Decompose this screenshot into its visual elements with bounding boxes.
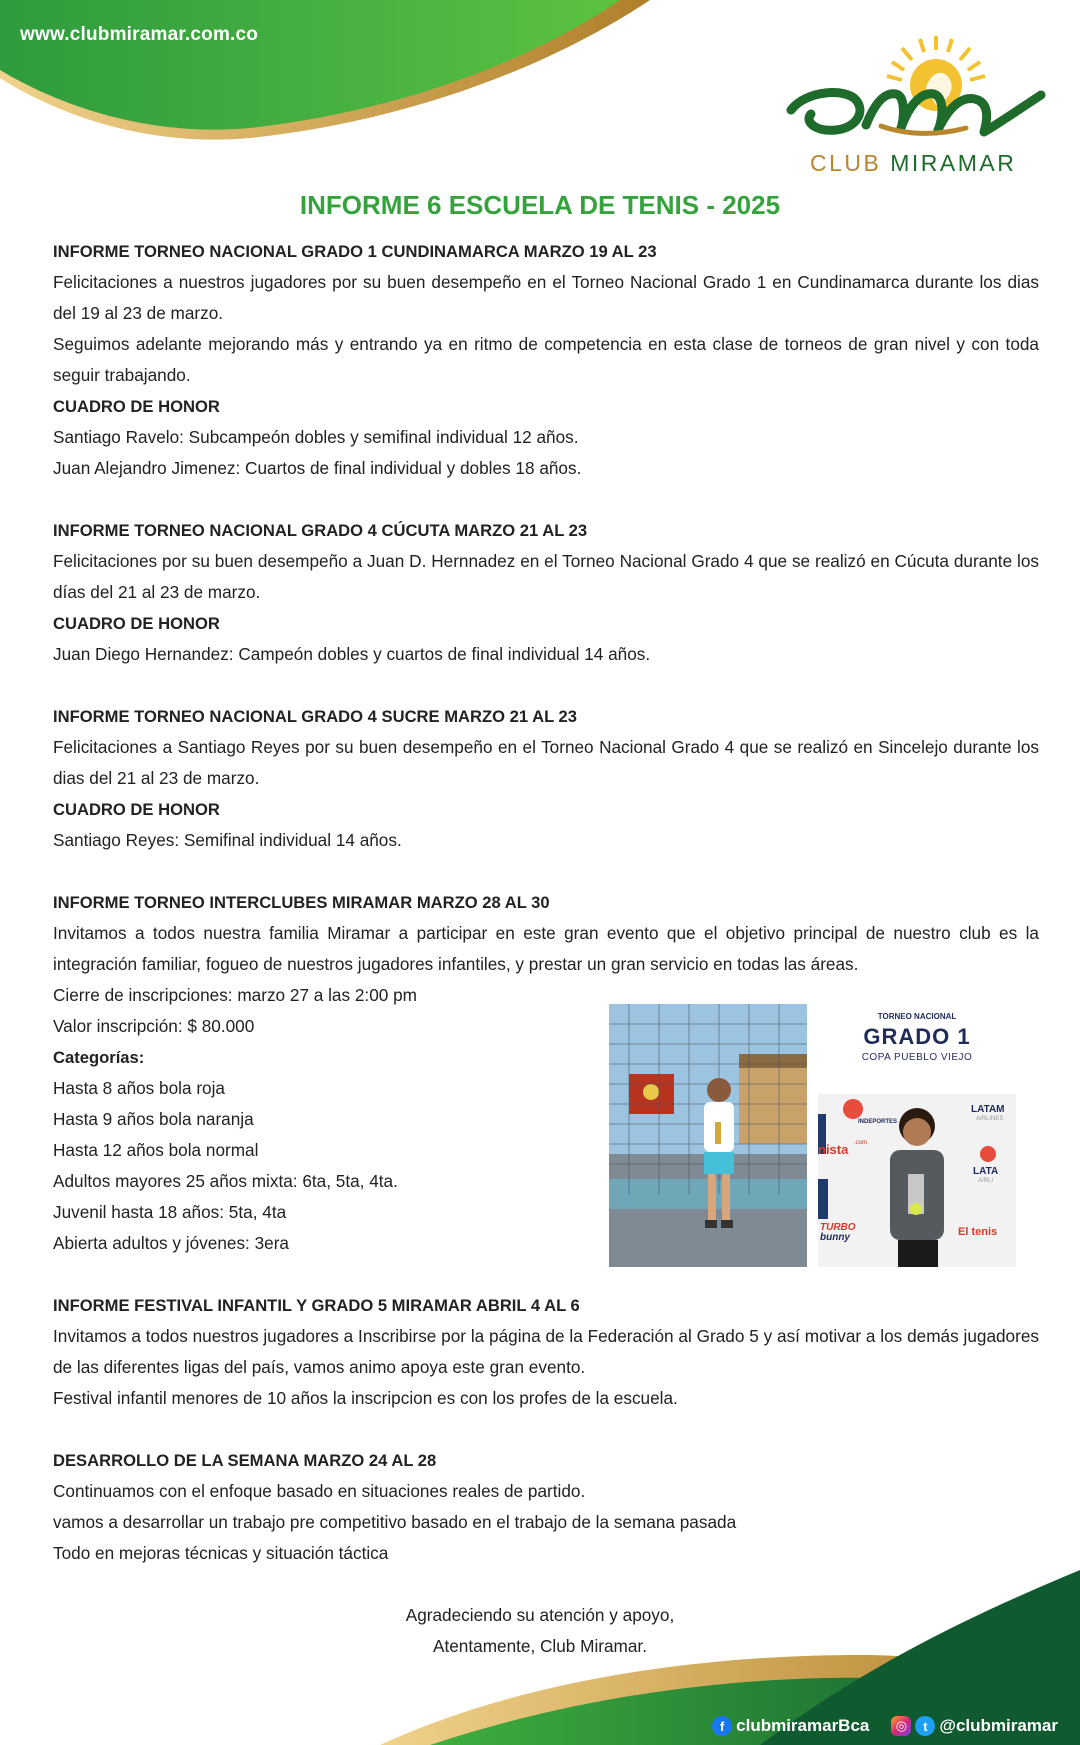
sponsor-logo: nista [818, 1142, 849, 1157]
section-6-line-3: Todo en mejoras técnicas y situación táctica [53, 1543, 389, 1563]
social-handle[interactable]: @clubmiramar [939, 1716, 1058, 1735]
photo-player-court [609, 1004, 807, 1267]
section-3-honor-1: Santiago Reyes: Semifinal individual 14 años. [53, 830, 402, 850]
banner-sub-text: COPA PUEBLO VIEJO [861, 1052, 973, 1063]
section-3-heading: INFORME TORNEO NACIONAL GRADO 4 SUCRE MARZO 21 AL 23 [53, 707, 577, 726]
report-body [53, 236, 1039, 1569]
sponsor-logo: TURBO [820, 1222, 856, 1233]
logo-word-club: CLUB [810, 150, 882, 176]
category-item: Hasta 9 años bola naranja [53, 1109, 254, 1129]
section-4-paragraph-1: Invitamos a todos nuestra familia Miramar a participar en este gran evento que el objetivo principal de nuestro club es la integración familiar, fogueo de nuestros jugadores infantiles, y prestar un gran servicio en todas las áreas. [53, 923, 1039, 974]
section-5-heading: INFORME FESTIVAL INFANTIL Y GRADO 5 MIRAMAR ABRIL 4 AL 6 [53, 1296, 580, 1315]
banner-big-text: GRADO 1 [863, 1024, 971, 1049]
section-2-honor-1: Juan Diego Hernandez: Campeón dobles y cuartos de final individual 14 años. [53, 644, 651, 664]
category-item: Abierta adultos y jóvenes: 3era [53, 1233, 289, 1253]
section-1-heading: INFORME TORNEO NACIONAL GRADO 1 CUNDINAMARCA MARZO 19 AL 23 [53, 242, 657, 261]
sponsor-logo: AIRLINES [976, 1116, 1004, 1122]
section-4-fee: Valor inscripción: $ 80.000 [53, 1016, 255, 1036]
section-5-paragraph-1: Invitamos a todos nuestros jugadores a Inscribirse por la página de la Federación al Grado 5 y así motivar a los demás jugadores de las diferentes ligas del país, vamos animo apoya este gran evento. [53, 1326, 1039, 1377]
sponsor-logo: .com [854, 1140, 868, 1146]
sponsor-logo: LATA [973, 1166, 999, 1177]
document-title: INFORME 6 ESCUELA DE TENIS - 2025 [299, 190, 781, 220]
sponsor-logo: El tenis [958, 1226, 998, 1238]
section-1-honor-1: Santiago Ravelo: Subcampeón dobles y semifinal individual 12 años. [53, 427, 579, 447]
section-4-categories-heading: Categorías: [53, 1048, 145, 1067]
social-links [712, 1716, 1058, 1736]
section-1-paragraph-2: Seguimos adelante mejorando más y entrando ya en ritmo de competencia en esta clase de torneos de gran nivel y con toda seguir trabajando. [53, 334, 1039, 385]
closing-line-2: Atentamente, Club Miramar. [433, 1636, 647, 1656]
section-6-line-1: Continuamos con el enfoque basado en situaciones reales de partido. [53, 1481, 586, 1501]
section-3-paragraph-1: Felicitaciones a Santiago Reyes por su buen desempeño en el Torneo Nacional Grado 4 que se realizó en Sincelejo durante los dias del 21 al 23 de marzo. [53, 737, 1039, 788]
twitter-icon[interactable]: t [915, 1716, 935, 1736]
section-4-heading: INFORME TORNEO INTERCLUBES MIRAMAR MARZO 28 AL 30 [53, 893, 550, 912]
category-item: Juvenil hasta 18 años: 5ta, 4ta [53, 1202, 287, 1222]
sponsor-logo: AIRLI [978, 1178, 994, 1184]
banner-small-text: TORNEO NACIONAL [877, 1012, 957, 1021]
logo-wordmark [810, 150, 1040, 177]
section-3-honor-heading: CUADRO DE HONOR [53, 800, 220, 819]
section-4-deadline: Cierre de inscripciones: marzo 27 a las 2:00 pm [53, 985, 417, 1005]
category-item: Adultos mayores 25 años mixta: 6ta, 5ta, 4ta. [53, 1171, 398, 1191]
section-1-honor-heading: CUADRO DE HONOR [53, 397, 220, 416]
section-1-honor-2: Juan Alejandro Jimenez: Cuartos de final individual y dobles 18 años. [53, 458, 582, 478]
facebook-handle[interactable]: clubmiramarBca [736, 1716, 870, 1735]
sponsor-logo: bunny [820, 1232, 850, 1243]
category-item: Hasta 8 años bola roja [53, 1078, 225, 1098]
section-1-paragraph-1: Felicitaciones a nuestros jugadores por su buen desempeño en el Torneo Nacional Grado 1 en Cundinamarca durante los dias del 19 al 23 de marzo. [53, 272, 1039, 323]
section-2-heading: INFORME TORNEO NACIONAL GRADO 4 CÚCUTA MARZO 21 AL 23 [53, 521, 588, 540]
facebook-icon[interactable]: f [712, 1716, 732, 1736]
section-6-heading: DESARROLLO DE LA SEMANA MARZO 24 AL 28 [53, 1451, 437, 1470]
instagram-icon[interactable]: ◎ [891, 1716, 911, 1736]
section-2-paragraph-1: Felicitaciones por su buen desempeño a Juan D. Hernnadez en el Torneo Nacional Grado 4 que se realizó en Cúcuta durante los días del 21 al 23 de marzo. [53, 551, 1039, 602]
website-url[interactable]: www.clubmiramar.com.co [20, 24, 259, 45]
section-2-honor-heading: CUADRO DE HONOR [53, 614, 220, 633]
category-item: Hasta 12 años bola normal [53, 1140, 259, 1160]
section-6-line-2: vamos a desarrollar un trabajo pre competitivo basado en el trabajo de la semana pasada [53, 1512, 737, 1532]
sponsor-logo: LATAM [971, 1104, 1005, 1115]
photos-group [609, 1004, 1017, 1267]
sponsor-logo: INDEPORTES [858, 1119, 898, 1125]
section-5-paragraph-2: Festival infantil menores de 10 años la inscripcion es con los profes de la escuela. [53, 1388, 678, 1408]
closing-line-1: Agradeciendo su atención y apoyo, [405, 1605, 675, 1625]
photo-player-trophy [818, 1004, 1016, 1267]
logo-word-miramar: MIRAMAR [890, 150, 1017, 176]
